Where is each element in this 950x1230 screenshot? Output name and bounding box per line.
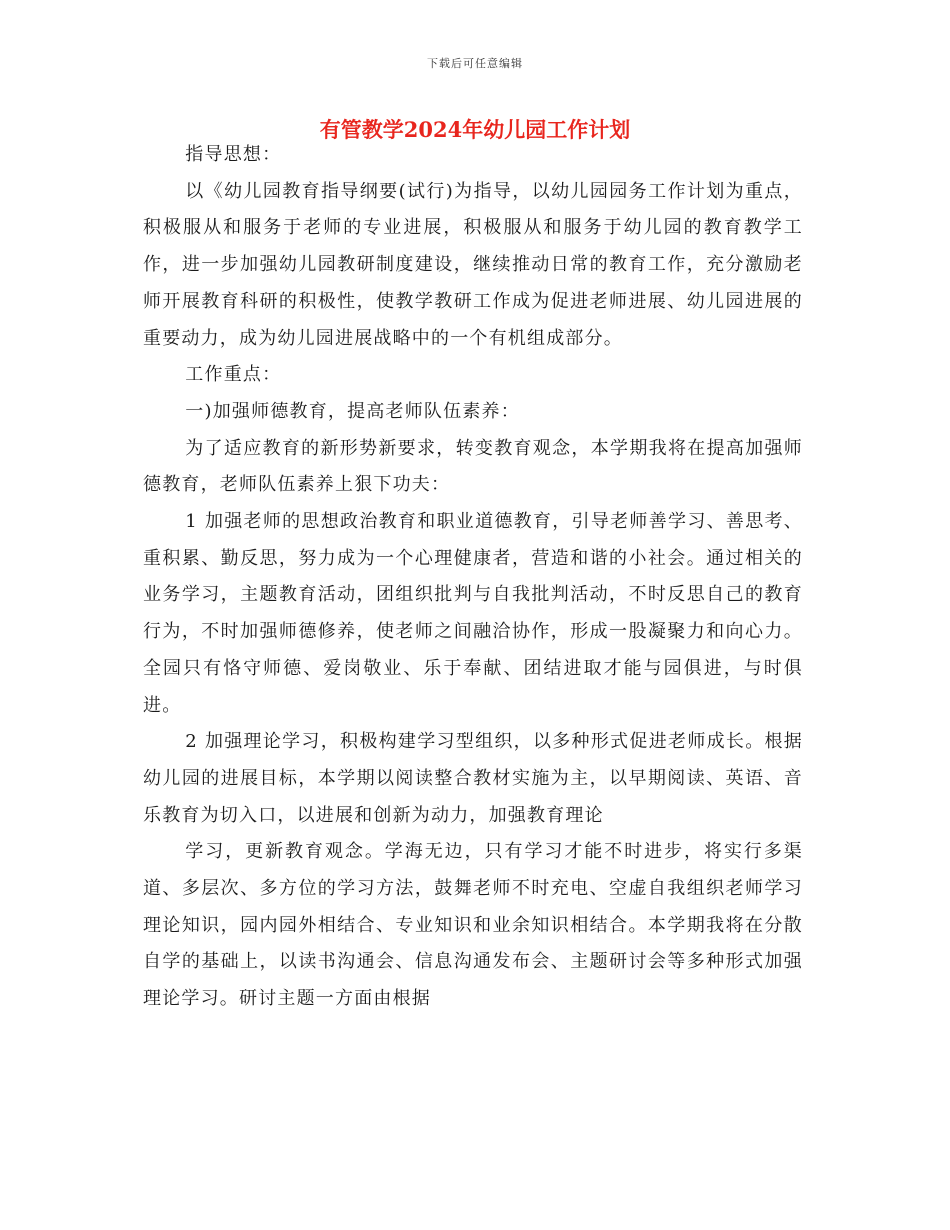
document-body [143, 137, 803, 1018]
paragraph-guiding-text: 以《幼儿园教育指导纲要(试行)为指导，以幼儿园园务工作计划为重点，积极服从和服务于老师的专业进展，积极服从和服务于幼儿园的教育教学工作，进一步加强幼儿园教研制度建设，继续推动日常的教育工作，充分激励老师开展教育科研的积极性，使教学教研工作成为促进老师进展、幼儿园进展的重要动力，成为幼儿园进展战略中的一个有机组成部分。 [143, 180, 803, 349]
paragraph-item-2: 2 加强理论学习，积极构建学习型组织，以多种形式促进老师成长。根据幼儿园的进展目标，本学期以阅读整合教材实施为主，以早期阅读、英语、音乐教育为切入口，以进展和创新为动力，加强教育理论 [143, 731, 803, 826]
document-title: 有管教学2024年幼儿园工作计划 [319, 117, 631, 142]
paragraph-focus-heading: 工作重点： [185, 364, 282, 386]
paragraph-guiding-heading: 指导思想： [185, 144, 282, 165]
paragraph-item-1: 1 加强老师的思想政治教育和职业道德教育，引导老师善学习、善思考、重积累、勤反思，努力成为一个心理健康者，营造和谐的小社会。通过相关的业务学习，主题教育活动，团组织批判与自我批判活动，不时反思自己的教育行为，不时加强师德修养，使老师之间融洽协作，形成一股凝聚力和向心力。全园只有恪守师德、爱岗敬业、乐于奉献、团结进取才能与园俱进，与时俱进。 [143, 511, 803, 716]
paragraph-item-2-continued: 学习，更新教育观念。学海无边，只有学习才能不时进步，将实行多渠道、多层次、多方位的学习方法，鼓舞老师不时充电、空虚自我组织老师学习理论知识，园内园外相结合、专业知识和业余知识相结合。本学期我将在分散自学的基础上，以读书沟通会、信息沟通发布会、主题研讨会等多种形式加强理论学习。研讨主题一方面由根据 [143, 841, 803, 1010]
page-header-note: 下载后可任意编辑 [427, 57, 523, 70]
paragraph-section-1-heading: 一)加强师德教育，提高老师队伍素养： [185, 400, 520, 422]
paragraph-section-1-intro: 为了适应教育的新形势新要求，转变教育观念，本学期我将在提高加强师德教育，老师队伍素养上狠下功夫： [143, 437, 803, 496]
